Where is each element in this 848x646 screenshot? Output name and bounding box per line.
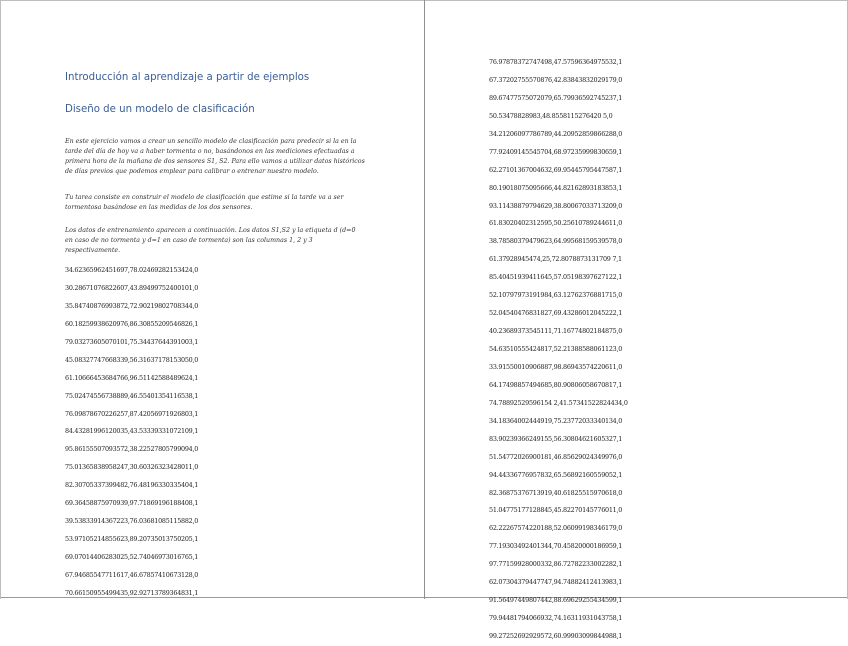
data-row: 35.84740876993872,72.90219802708344,0 <box>65 301 199 310</box>
data-row: 62.22267574220188,52.06099198346179,0 <box>489 524 623 533</box>
data-row: 62.27101367004632,69.95445795447587,1 <box>489 165 623 174</box>
data-row: 39.53833914367223,76.03681085115882,0 <box>65 517 199 526</box>
data-row: 34.18364002444919,75.23772033340134,0 <box>489 416 623 425</box>
data-row: 53.97105214855623,89.20735013750205,1 <box>65 535 199 544</box>
data-row: 52.10797973191984,63.12762376881715,0 <box>489 291 623 300</box>
data-row: 82.30705337399482,76.48196330335404,1 <box>65 481 199 490</box>
data-row: 76.09878670226257,87.42056971926803,1 <box>65 409 199 418</box>
data-row: 64.17498857494685,80.90806058670817,1 <box>489 380 623 389</box>
data-row: 69.07014406283025,52.74046973016765,1 <box>65 553 199 561</box>
data-row: 75.02474556738889,46.55401354116538,1 <box>65 391 199 400</box>
data-row: 52.04540476831827,69.43286012045222,1 <box>489 309 623 318</box>
data-row: 60.18259938620976,86.30855209546826,1 <box>65 319 199 328</box>
data-row: 95.86155507093572,38.22527805799094,0 <box>65 445 199 454</box>
data-row: 75.01365838958247,30.60326323428011,0 <box>65 463 199 472</box>
section-heading: Introducción al aprendizaje a partir de ejemplos <box>65 72 310 83</box>
data-row: 30.28671076822607,43.89499752400101,0 <box>65 283 199 292</box>
data-row: 79.94481794066932,74.16311931043758,1 <box>489 614 623 623</box>
data-row: 54.63510555424817,52.21388588061123,0 <box>489 345 623 353</box>
data-row: 91.56497449807442,88.69629255434599,1 <box>489 596 623 605</box>
data-row: 74.78892529596154 2,41.57341522824434,0 <box>489 398 628 407</box>
data-row: 89.67477575072079,65.79936592745237,1 <box>489 93 623 102</box>
data-row: 40.23689373545111,71.16774802184875,0 <box>489 327 623 336</box>
data-row: 34.21206097786789,44.20952859866288,0 <box>489 129 623 138</box>
data-row: 51.04775177128845,45.82270145776011,0 <box>489 506 623 515</box>
data-row: 70.66150955499435,92.92713789364831,1 <box>65 588 199 597</box>
data-row: 99.27252692929572,60.99903099844988,1 <box>489 632 623 640</box>
data-row: 38.78580379479623,64.99568159539578,0 <box>489 237 623 246</box>
data-row: 61.83020402312595,50.25610789244611,0 <box>489 219 623 228</box>
data-row: 94.44336776957832,65.56892160559052,1 <box>489 470 623 479</box>
data-row: 82.36875376713919,40.61825515970618,0 <box>489 488 623 497</box>
data-row: 69.36458875970939,97.71869196188408,1 <box>65 499 199 508</box>
data-row: 61.37928945474,25,72.8078873131709 7,1 <box>489 255 622 264</box>
data-row: 84.43281996120035,43.53339331072109,1 <box>65 427 199 436</box>
left-page <box>1 0 424 597</box>
data-description-paragraph: Los datos de entrenamiento aparecen a continuación. Los datos S1,S2 y la etiqueta d (d=0 en caso de no tormenta y d=1 en caso de tormenta) son las columnas 1, 2 y 3 respectivamente. <box>65 227 356 254</box>
data-row: 33.91550010906887,98.86943574220611,0 <box>489 362 623 371</box>
data-row: 77.19303492401344,70.45820000186959,1 <box>489 542 623 551</box>
data-row: 61.10666453684766,96.51142588489624,1 <box>65 373 199 382</box>
training-data-list-right <box>489 54 628 646</box>
data-row: 67.37202755570876,42.83843832029179,0 <box>489 75 623 84</box>
data-row: 79.03273605070101,75.34437644391003,1 <box>65 337 199 346</box>
data-row: 34.62365962451697,78.02469282153424,0 <box>65 266 199 274</box>
data-row: 51.54772026900181,46.85629024349976,0 <box>489 452 623 461</box>
data-row: 93.11438879794629,38.80067033713209,0 <box>489 201 623 210</box>
data-row: 45.08327747668339,56.31637178153050,0 <box>65 355 199 364</box>
right-page <box>425 0 847 640</box>
data-row: 77.92409145545704,68.97235999830659,1 <box>489 147 623 156</box>
data-row: 80.19018075095666,44.82162893183853,1 <box>489 183 623 192</box>
data-row: 97.77159928000332,86.72782233002282,1 <box>489 560 623 569</box>
data-row: 85.40451939411645,57.05198397627122,1 <box>489 273 623 282</box>
data-row: 50.53478828983,48.8558115276420 5,0 <box>489 111 613 120</box>
training-data-list-left <box>65 262 198 603</box>
intro-paragraph: En este ejercicio vamos a crear un sencillo modelo de clasificación para predecir si la en la tarde del día de hoy va a haber tormenta o no, basándonos en las mediciones efectuadas a primera hora de la mañana de dos sensores S1, S2. Para ello vamos a utilizar datos históricos de días previos que podemos emplear para calibrar o entrenar nuestro modelo. <box>65 138 365 175</box>
data-row: 76.97878372747498,47.57596364975532,1 <box>489 58 623 66</box>
data-row: 83.90239366249155,56.30804621605327,1 <box>489 434 623 443</box>
data-row: 62.07304379447747,94.74882412413983,1 <box>489 578 623 587</box>
data-row: 67.94685547711617,46.67857410673128,0 <box>65 570 199 579</box>
task-paragraph: Tu tarea consiste en construir el modelo de clasificación que estime si la tarde va a ser tormentosa basándose en las medidas de los dos sensores. <box>65 194 344 211</box>
subsection-heading: Diseño de un modelo de clasificación <box>65 104 255 115</box>
